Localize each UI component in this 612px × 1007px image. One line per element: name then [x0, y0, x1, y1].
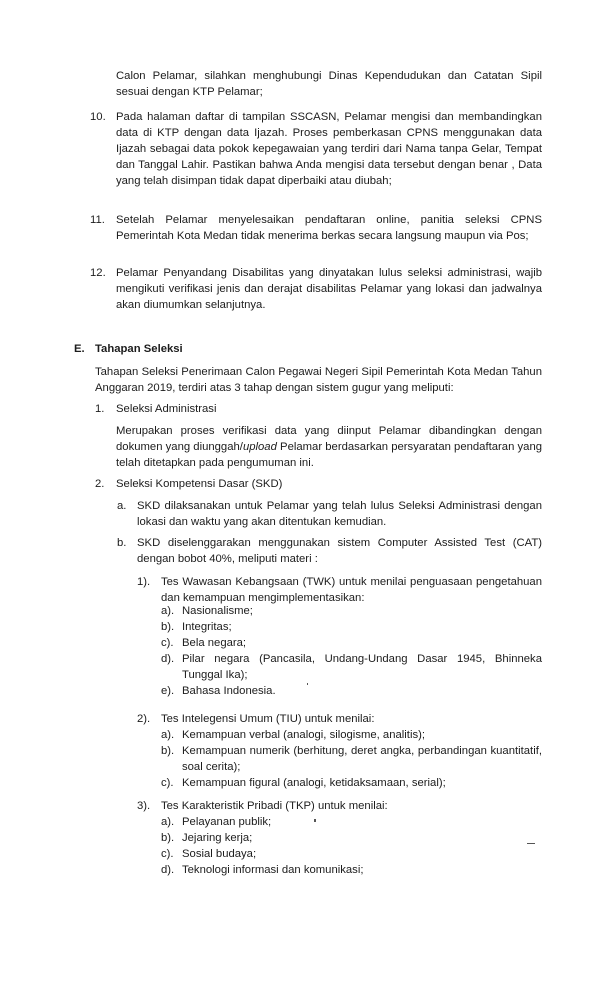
tkp-item-c-text: Sosial budaya;	[182, 848, 257, 860]
skd-point-b-text: SKD diselenggarakan menggunakan sistem Computer Assisted Test (CAT) dengan bobot 40%, meliputi materi :	[137, 537, 542, 565]
section-e-title: Tahapan Seleksi	[95, 343, 183, 355]
twk-number: 1).	[137, 576, 151, 588]
twk-item-d-text: Pilar negara (Pancasila, Undang-Undang Dasar 1945, Bhinneka Tunggal Ika);	[182, 653, 542, 681]
twk-item-e-text: Bahasa Indonesia.	[182, 685, 276, 697]
tiu-item-a-text: Kemampuan verbal (analogi, silogisme, analitis);	[182, 729, 425, 741]
skd-point-b-label: b.	[117, 537, 127, 549]
tiu-item-c-text: Kemampuan figural (analogi, ketidaksamaan, serial);	[182, 777, 446, 789]
tkp-item-d-text: Teknologi informasi dan komunikasi;	[182, 864, 364, 876]
tkp-item-d-label: d).	[161, 864, 175, 876]
twk-item-e-label: e).	[161, 685, 175, 697]
item-12-text: Pelamar Penyandang Disabilitas yang dinyatakan lulus seleksi administrasi, wajib mengikuti verifikasi jenis dan derajat disabilitas Pelamar yang lokasi dan jadwalnya akan diumumkan selanjutnya.	[116, 267, 542, 311]
scan-speck	[527, 843, 535, 844]
item-10-text: Pada halaman daftar di tampilan SSCASN, Pelamar mengisi dan membandingkan data di KTP dengan data Ijazah. Proses pemberkasan CPNS menggunakan data Ijazah sebagai data pokok kepegawaian yang terdiri dari Nama tanpa Gelar, Tempat dan Tanggal Lahir. Pastikan bahwa Anda mengisi data tersebut dengan benar , Data yang telah disimpan tidak dapat diperbaiki atau diubah;	[116, 111, 542, 187]
twk-item-c-label: c).	[161, 637, 174, 649]
subsection-1-number: 1.	[95, 403, 105, 415]
twk-item-a-label: a).	[161, 605, 175, 617]
twk-item-b-label: b).	[161, 621, 175, 633]
item-number-10: 10.	[90, 111, 106, 123]
intro-line-1: Calon Pelamar, silahkan menghubungi Dinas Kependudukan dan Catatan Sipil	[116, 70, 542, 82]
scan-speck	[307, 683, 308, 685]
tkp-item-a-text: Pelayanan publik;	[182, 816, 272, 828]
skd-point-a-label: a.	[117, 500, 127, 512]
tkp-item-a-label: a).	[161, 816, 175, 828]
tkp-item-b-text: Jejaring kerja;	[182, 832, 253, 844]
subsection-1-description: Merupakan proses verifikasi data yang diinput Pelamar dibandingkan dengan dokumen yang diunggah/upload Pelamar berdasarkan persyaratan pendaftaran yang telah ditetapkan pada pengumuman ini.	[116, 425, 543, 469]
tkp-item-c-label: c).	[161, 848, 174, 860]
tiu-number: 2).	[137, 713, 151, 725]
subsection-1-title: Seleksi Administrasi	[116, 403, 217, 415]
tiu-item-a-label: a).	[161, 729, 175, 741]
twk-text: Tes Wawasan Kebangsaan (TWK) untuk menilai penguasaan pengetahuan dan kemampuan mengimplementasikan:	[161, 576, 542, 604]
item-number-12: 12.	[90, 267, 106, 279]
twk-item-b-text: Integritas;	[182, 621, 232, 633]
section-e-letter: E.	[74, 343, 85, 355]
tkp-number: 3).	[137, 800, 151, 812]
twk-item-d-label: d).	[161, 653, 175, 665]
subsection-2-number: 2.	[95, 478, 105, 490]
tkp-text: Tes Karakteristik Pribadi (TKP) untuk menilai:	[161, 800, 388, 812]
scan-speck	[314, 819, 316, 822]
tkp-item-b-label: b).	[161, 832, 175, 844]
tiu-item-b-text: Kemampuan numerik (berhitung, deret angka, perbandingan kuantitatif, soal cerita);	[182, 745, 542, 773]
item-11-text: Setelah Pelamar menyelesaikan pendaftaran online, panitia seleksi CPNS Pemerintah Kota Medan tidak menerima berkas secara langsung maupun via Pos;	[116, 214, 542, 242]
intro-line-2: sesuai dengan KTP Pelamar;	[116, 86, 263, 98]
tiu-item-b-label: b).	[161, 745, 175, 757]
subsection-2-title: Seleksi Kompetensi Dasar (SKD)	[116, 478, 283, 490]
skd-point-a-text: SKD dilaksanakan untuk Pelamar yang telah lulus Seleksi Administrasi dengan lokasi dan waktu yang akan ditentukan kemudian.	[137, 500, 542, 528]
item-number-11: 11.	[90, 214, 105, 226]
tiu-text: Tes Intelegensi Umum (TIU) untuk menilai:	[161, 713, 375, 725]
tiu-item-c-label: c).	[161, 777, 174, 789]
twk-item-c-text: Bela negara;	[182, 637, 247, 649]
section-e-intro: Tahapan Seleksi Penerimaan Calon Pegawai Negeri Sipil Pemerintah Kota Medan Tahun Anggaran 2019, terdiri atas 3 tahap dengan sistem gugur yang meliputi:	[95, 366, 542, 394]
twk-item-a-text: Nasionalisme;	[182, 605, 253, 617]
